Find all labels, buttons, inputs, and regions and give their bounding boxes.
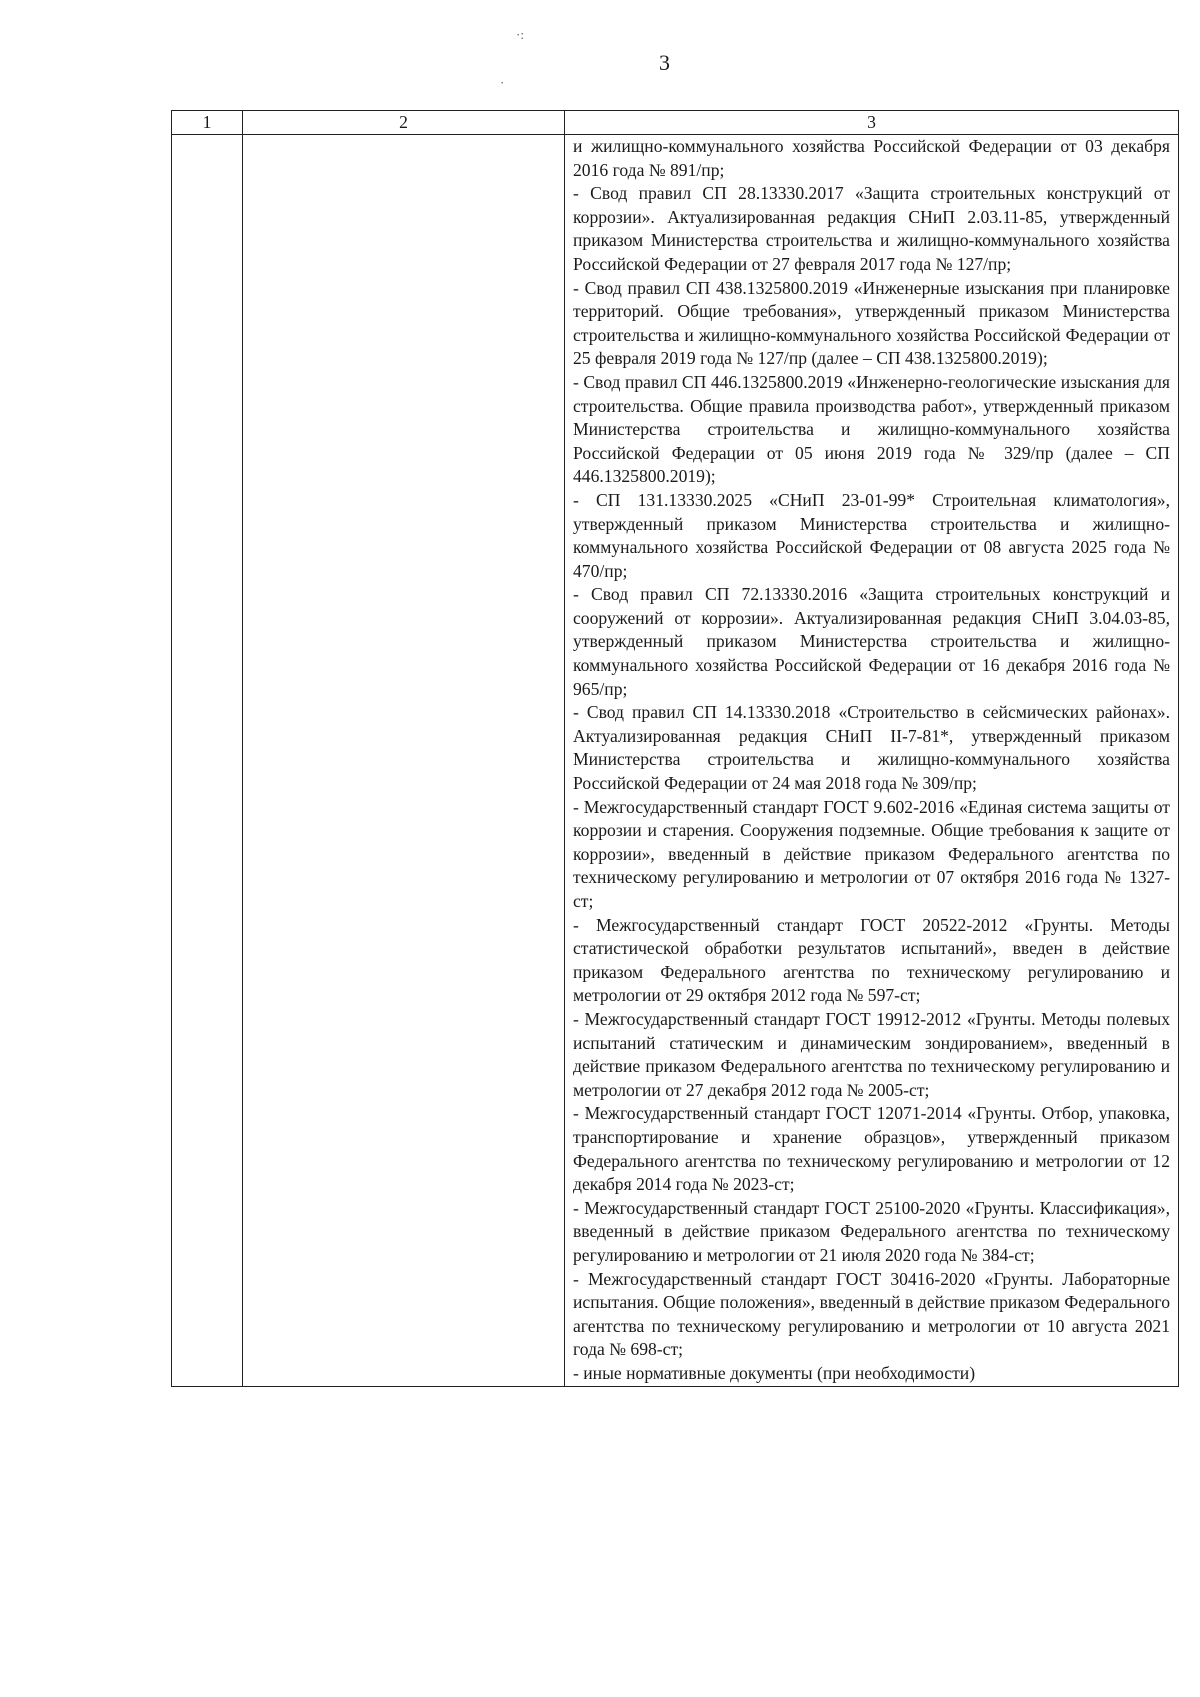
paragraph: - Межгосударственный стандарт ГОСТ 19912-2012 «Грунты. Методы полевых испытаний статическим и динамическим зондированием», введенный в действие приказом Федерального агентства по техническому регулированию и метрологии от 27 декабря 2012 года № 2005-ст; — [573, 1008, 1170, 1100]
column-header: 3 — [565, 111, 1179, 135]
table-header-row — [172, 111, 1179, 135]
table-cell-subject — [243, 135, 565, 1387]
paragraph: - Свод правил СП 446.1325800.2019 «Инженерно-геологические изыскания для строительства. Общие правила производства работ», утвержденный приказом Министерства строительства и жилищно-коммунального хозяйства Российской Федерации от 05 июня 2019 года № 329/пр (далее – СП 446.1325800.2019); — [573, 371, 1170, 487]
table-cell-number — [172, 135, 243, 1387]
page-number: 3 — [659, 50, 670, 75]
paragraph: - Свод правил СП 438.1325800.2019 «Инженерные изыскания при планировке территорий. Общие требования», утвержденный приказом Министерства строительства и жилищно-коммунального хозяйства Российской Федерации от 25 февраля 2019 года № 127/пр (далее – СП 438.1325800.2019); — [573, 277, 1170, 369]
paragraph: - Свод правил СП 14.13330.2018 «Строительство в сейсмических районах». Актуализированная редакция СНиП II-7-81*, утвержденный приказом Министерства строительства и жилищно-коммунального хозяйства Российской Федерации от 24 мая 2018 года № 309/пр; — [573, 702, 1170, 794]
scan-artifact: · — [500, 75, 505, 90]
paragraph: - Межгосударственный стандарт ГОСТ 25100-2020 «Грунты. Классификация», введенный в действие приказом Федерального агентства по техническому регулированию и метрологии от 21 июля 2020 года № 384-ст; — [573, 1197, 1170, 1265]
scan-artifact: ·: — [516, 27, 524, 42]
paragraph: - иные нормативные документы (при необходимости) — [573, 1362, 976, 1383]
table-cell-content — [565, 135, 1179, 1387]
paragraph: - Свод правил СП 72.13330.2016 «Защита строительных конструкций и сооружений от коррозии». Актуализированная редакция СНиП 3.04.03-85, утвержденный приказом Министерства строительства и жилищно-коммунального хозяйства Российской Федерации от 16 декабря 2016 года № 965/пр; — [573, 584, 1170, 699]
paragraph: - Межгосударственный стандарт ГОСТ 30416-2020 «Грунты. Лабораторные испытания. Общие положения», введенный в действие приказом Федерального агентства по техническому регулированию и метрологии от 10 августа 2021 года № 698-ст; — [573, 1268, 1170, 1360]
requirements-table — [171, 110, 1179, 1387]
paragraph: - Свод правил СП 28.13330.2017 «Защита строительных конструкций от коррозии». Актуализированная редакция СНиП 2.03.11-85, утвержденный приказом Министерства строительства и жилищно-коммунального хозяйства Российской Федерации от 27 февраля 2017 года № 127/пр; — [573, 183, 1170, 274]
column-header: 1 — [172, 111, 243, 135]
paragraph: - СП 131.13330.2025 «СНиП 23-01-99* Строительная климатология», утвержденный приказом Министерства строительства и жилищно-коммунального хозяйства Российской Федерации от 08 августа 2025 года № 470/пр; — [573, 489, 1170, 581]
paragraph: - Межгосударственный стандарт ГОСТ 20522-2012 «Грунты. Методы статистической обработки результатов испытаний», введен в действие приказом Федерального агентства по техническому регулированию и метрологии от 29 октября 2012 года № 597-ст; — [573, 914, 1170, 1006]
table-row — [172, 135, 1179, 1387]
column-header: 2 — [243, 111, 565, 135]
paragraph: и жилищно-коммунального хозяйства Российской Федерации от 03 декабря 2016 года № 891/пр; — [573, 136, 1170, 180]
paragraph: - Межгосударственный стандарт ГОСТ 9.602-2016 «Единая система защиты от коррозии и старения. Сооружения подземные. Общие требования к защите от коррозии», введенный в действие приказом Федерального агентства по техническому регулированию и метрологии от 07 октября 2016 года № 1327-ст; — [573, 796, 1170, 911]
paragraph: - Межгосударственный стандарт ГОСТ 12071-2014 «Грунты. Отбор, упаковка, транспортирование и хранение образцов», утвержденный приказом Федерального агентства по техническому регулированию и метрологии от 12 декабря 2014 года № 2023-ст; — [573, 1103, 1170, 1195]
